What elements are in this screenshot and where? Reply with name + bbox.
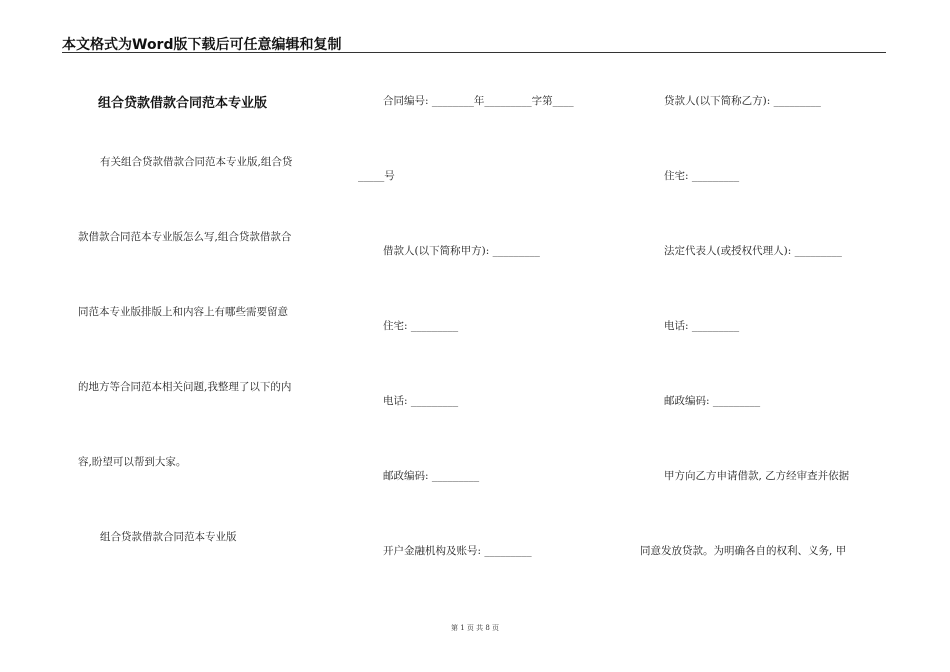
header-divider: [62, 52, 886, 53]
paragraph-line: 的地方等合同范本相关问题,我整理了以下的内: [78, 381, 292, 393]
page-number: 第 1 页 共 8 页: [450, 624, 500, 632]
contract-number-suffix: _____号: [358, 170, 395, 182]
borrower-field: 借款人(以下简称甲方): _________: [383, 245, 540, 257]
paragraph-line: 甲方向乙方申请借款, 乙方经审查并依据: [664, 470, 850, 482]
contract-number-field: 合同编号: ________年_________字第____: [383, 95, 574, 107]
paragraph-line: 款借款合同范本专业版怎么写,组合贷款借款合: [78, 231, 292, 243]
section-heading: 组合贷款借款合同范本专业版: [100, 531, 237, 543]
document-title: 组合贷款借款合同范本专业版: [98, 96, 268, 111]
lender-field: 贷款人(以下简称乙方): _________: [664, 95, 821, 107]
paragraph-line: 容,盼望可以帮到大家。: [78, 456, 187, 468]
paragraph-line: 同意发放贷款。为明确各自的权利、义务, 甲: [640, 545, 847, 557]
borrower-phone-field: 电话: _________: [383, 395, 459, 407]
document-header: 本文格式为Word版下载后可任意编辑和复制: [62, 37, 342, 53]
paragraph-line: 同范本专业版排版上和内容上有哪些需要留意: [78, 306, 288, 318]
borrower-bank-account-field: 开户金融机构及账号: _________: [383, 545, 532, 557]
lender-address-field: 住宅: _________: [664, 170, 740, 182]
lender-postcode-field: 邮政编码: _________: [664, 395, 761, 407]
paragraph-line: 有关组合贷款借款合同范本专业版,组合贷: [100, 156, 293, 168]
borrower-address-field: 住宅: _________: [383, 320, 459, 332]
lender-phone-field: 电话: _________: [664, 320, 740, 332]
legal-representative-field: 法定代表人(或授权代理人): _________: [664, 245, 842, 257]
borrower-postcode-field: 邮政编码: _________: [383, 470, 480, 482]
